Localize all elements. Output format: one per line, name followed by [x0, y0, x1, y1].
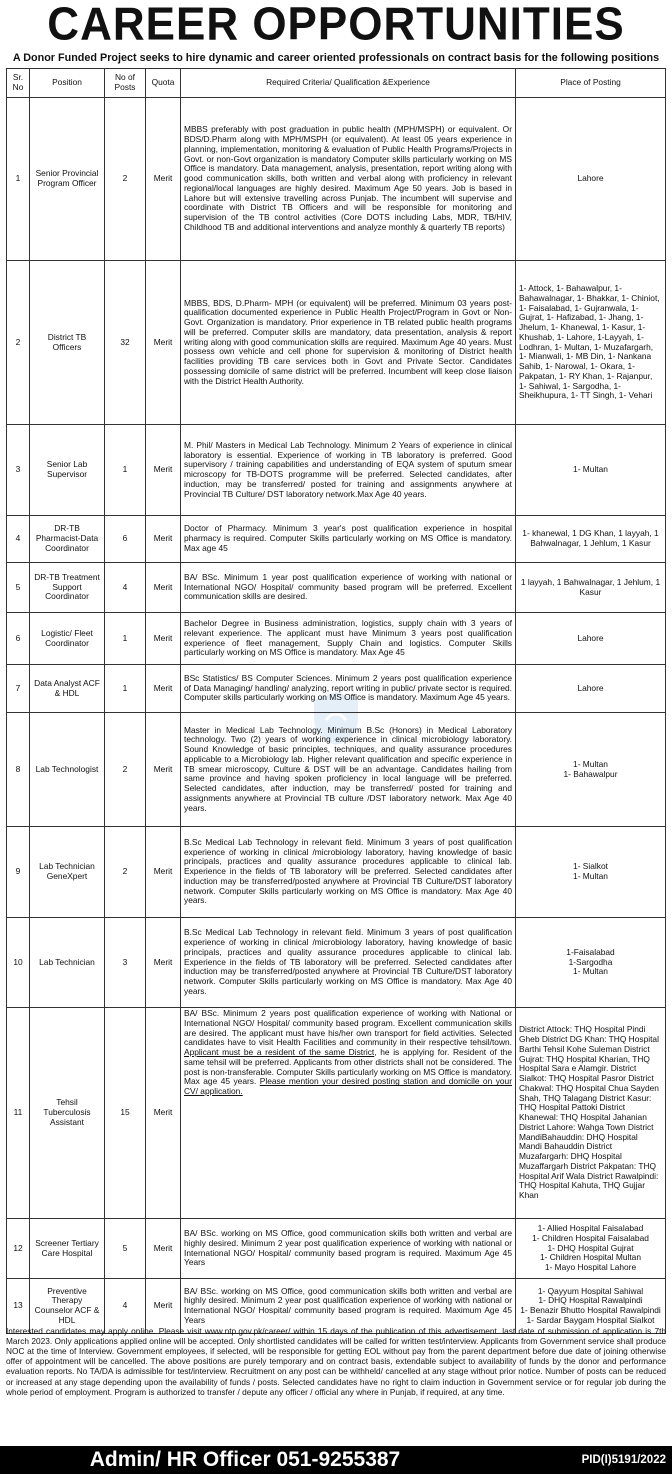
header-sr-no: Sr. No: [7, 69, 30, 98]
row-sr: 3: [7, 425, 30, 516]
row-sr: 6: [7, 613, 30, 665]
pid-number: PID(I)5191/2022: [581, 1454, 666, 1466]
row-place: 1- Multan 1- Bahawalpur: [516, 713, 666, 827]
header-criteria: Required Criteria/ Qualification &Experience: [181, 69, 516, 98]
row-quota: Merit: [146, 425, 181, 516]
row-quota: Merit: [146, 563, 181, 613]
table-row: [7, 613, 666, 665]
row-quota: Merit: [146, 98, 181, 261]
row-position: Data Analyst ACF & HDL: [30, 665, 105, 713]
row-quota: Merit: [146, 827, 181, 918]
row-posts: 4: [105, 1279, 146, 1334]
row-place: 1 layyah, 1 Bahwalnagar, 1 Jehlum, 1 Kasur: [516, 563, 666, 613]
row-position: DR-TB Treatment Support Coordinator: [30, 563, 105, 613]
row-sr: 9: [7, 827, 30, 918]
row-quota: Merit: [146, 1008, 181, 1219]
criteria-underlined-posting-note: Please mention your desired posting station and domicile on your CV/ application.: [184, 1076, 512, 1096]
row-quota: Merit: [146, 665, 181, 713]
row-position: Senior Provincial Program Officer: [30, 98, 105, 261]
row-posts: 1: [105, 425, 146, 516]
table-row: [7, 918, 666, 1008]
row-posts: 4: [105, 563, 146, 613]
row-place: 1- Qayyum Hospital Sahiwal 1- DHQ Hospital Rawalpindi 1- Benazir Bhutto Hospital Rawalpindi 1- Sardar Baygam Hospital Sialkot: [516, 1279, 666, 1334]
table-header-row: [7, 69, 666, 98]
table-row: [7, 827, 666, 918]
row-position: Senior Lab Supervisor: [30, 425, 105, 516]
row-place: 1- Multan: [516, 425, 666, 516]
row-place: Lahore: [516, 665, 666, 713]
row-quota: Merit: [146, 261, 181, 425]
row-position: Tehsil Tuberculosis Assistant: [30, 1008, 105, 1219]
row-criteria: Master in Medical Lab Technology. Minimum B.Sc (Honors) in Medical Laboratory technology. Two (2) years of working experience in clinical microbiology laboratory. Sound Knowledge of basic principles, techniques, and quality assurance procedures applicable to a Microbiology lab. Higher relevant qualification and specific experience in TB smear microscopy, Culture & DST will be an advantage. Candidates hailing from same province and having spoken proficiency in local language will be preferred. Selected candidates, after induction, may be transferred/ posted for training and assignments anywhere at Provincial TB culture /DST laboratory network. Max Age 40 years.: [181, 713, 516, 827]
header-no-of-posts: No of Posts: [105, 69, 146, 98]
row-quota: Merit: [146, 1219, 181, 1279]
table-row: [7, 516, 666, 563]
table-row: [7, 98, 666, 261]
row-criteria: M. Phil/ Masters in Medical Lab Technology. Minimum 2 Years of experience in clinical laboratory is essential. Experience of working in TB laboratory is preferred. Good supervisory / training capabilities and understanding of EQA system of sputum smear microscopy for TB-DOTS programme will be preferred. Selected candidates, after induction, may be transferred/ posted for training and assignments anywhere at Provincial TB Culture/ DST laboratory network.Max Age 40 years.: [181, 425, 516, 516]
header-position: Position: [30, 69, 105, 98]
row-criteria: B.Sc Medical Lab Technology in relevant field. Minimum 3 years of post qualification experience of working in clinical /microbiology laboratory, having knowledge of basic principals, practices and quality assurance procedures applicable to clinical lab. Experience in the fields of TB laboratory will be preferred. Selected candidates after induction may be transferred/posted anywhere at Provincial TB Culture/DST laboratory network. Computer Skills particularly working on MS Office is mandatory. Max Age 40 years.: [181, 918, 516, 1008]
page-subtitle: A Donor Funded Project seeks to hire dynamic and career oriented professionals on contract basis for the following positions: [12, 52, 660, 64]
title-banner: [0, 0, 672, 50]
row-posts: 6: [105, 516, 146, 563]
page-title: CAREER OPPORTUNITIES: [47, 0, 625, 51]
row-criteria: BA/ BSc. Minimum 1 year post qualification experience of working with national or International NGO/ Hospital/ community based program will be preferred. Excellent communication skills are desired.: [181, 563, 516, 613]
row-criteria: B.Sc Medical Lab Technology in relevant field. Minimum 3 years of post qualification experience of working in clinical /microbiology laboratory, having knowledge of basic principals, practices and quality assurance procedures applicable to clinical lab. Experience in the fields of TB laboratory will be preferred. Selected candidates after induction may be transferred/posted anywhere at Provincial TB Culture/DST laboratory network. Computer Skills particularly working on MS Office is mandatory. Max Age 40 years.: [181, 827, 516, 918]
table-row: [7, 1008, 666, 1219]
row-position: DR-TB Pharmacist-Data Coordinator: [30, 516, 105, 563]
row-sr: 2: [7, 261, 30, 425]
row-criteria: BA/ BSc. working on MS Office, good communication skills both written and verbal are highly desired. Minimum 2 year post qualification experience of working with national or International NGO/ Hospital/ community based program is required. Maximum Age 45 Years: [181, 1219, 516, 1279]
row-criteria: MBBS, BDS, D.Pharm- MPH (or equivalent) will be preferred. Minimum 03 years post-qualification documented experience in Public Health Project/Program in Govt or Non-Govt. Organization is mandatory. Prior experience in TB related public health programs will be preferred. Computer skills are mandatory, data presentation, analysis & report writing along with good communication skills are required. Maximum Age 40 years. Must possess own vehicle and cell phone for supervision & monitoring of District health facilities providing TB care services both in Govt and Private Sector. Candidates possessing domicile of same district will be preferred. Incumbent will keep close liaison with the District Health Authority.: [181, 261, 516, 425]
row-sr: 13: [7, 1279, 30, 1334]
row-place: 1- khanewal, 1 DG Khan, 1 layyah, 1 Bahwalnagar, 1 Jehlum, 1 Kasur: [516, 516, 666, 563]
row-place: 1- Sialkot 1- Multan: [516, 827, 666, 918]
footer-bar: [0, 1446, 672, 1474]
row-position: Lab Technician GeneXpert: [30, 827, 105, 918]
row-posts: 1: [105, 613, 146, 665]
row-position: Screener Tertiary Care Hospital: [30, 1219, 105, 1279]
row-place: Lahore: [516, 613, 666, 665]
table-row: [7, 563, 666, 613]
row-sr: 5: [7, 563, 30, 613]
row-criteria: BSc Statistics/ BS Computer Sciences. Minimum 2 years post qualification experience of Data Managing/ handling/ analyzing, report writing in public/ private sector is required. Computer skills particularly working on MS Office is mandatory. Maximum Age 45 years.: [181, 665, 516, 713]
row-place: District Attock: THQ Hospital Pindi Gheb District DG Khan: THQ Hospital Barthi Tehsil Kohe Suleman District Gujrat: THQ Hospital Kharian, THQ Hospital Sara e Alamgir. District Sialkot: THQ Hospital Pasror District Chakwal: THQ Hospital Chua Sayden Shah, THQ Talagang District Kasur: THQ Hospital Pattoki District Khanewal: THQ Hospital Jahanian District Lahore: Wahga Town District MandiBahauddin: DHQ Hospital Mandi Bahauddin District Muzafargarh: DHQ Hospital Muzaffargarh District Pakpatan: THQ Hospital Arif Wala District Rawalpindi: THQ Hospital Kahuta, THQ Gujjar Khan: [516, 1008, 666, 1219]
row-posts: 15: [105, 1008, 146, 1219]
table-row: [7, 425, 666, 516]
header-quota: Quota: [146, 69, 181, 98]
row-quota: Merit: [146, 713, 181, 827]
positions-table: [6, 68, 666, 1334]
table-row: [7, 713, 666, 827]
row-sr: 12: [7, 1219, 30, 1279]
row-place: 1- Attock, 1- Bahawalpur, 1- Bahawalnagar, 1- Bhakkar, 1- Chiniot, 1- Faisalabad, 1- Gujranwala, 1- Gujrat, 1- Hafizabad, 1- Jhang, 1- Jhelum, 1- Khanewal, 1- Kasur, 1- Khushab, 1- Lahore, 1-Layyah, 1- Lodhran, 1- Multan, 1- Muzafargarh, 1- Mianwali, 1- MB Din, 1- Nankana Sahib, 1- Narowal, 1- Okara, 1- Pakpatan, 1- RY Khan, 1- Rajanpur, 1- Sahiwal, 1- Sargodha, 1- Sheikhupura, 1- TT Singh, 1- Vehari: [516, 261, 666, 425]
row-posts: 2: [105, 98, 146, 261]
row-position: Lab Technologist: [30, 713, 105, 827]
row-sr: 8: [7, 713, 30, 827]
row-quota: Merit: [146, 516, 181, 563]
row-criteria: MBBS preferably with post graduation in public health (MPH/MSPH) or equivalent. Or BDS/D.Pharm along with MPH/MSPH (or equivalent). At least 05 years experience in planning, implementation, monitoring & evaluation of Public Health Programs/Projects in Govt. or non-Govt organization is mandatory Computer skills particularly working on MS Office is mandatory. Data management, analysis, presentation, report writing along with good communication skills, both written and verbal along with proficiency in relevant regional/local languages are highly desired. Maximum Age 50 years. Job is based in Lahore but will extensive travelling across Punjab. The incumbent will supervise and coordinate with District TB Officers and will be responsible for monitoring and supervision of the TB control activities (Core DOTS including Labs, MDR, TB/HIV, Childhood TB and additional interventions and analyze monthly & quarterly TB reports): [181, 98, 516, 261]
table-row: [7, 1219, 666, 1279]
row-criteria: Bachelor Degree in Business administration, logistics, supply chain with 3 years of relevant experience. The applicant must have Minimum 3 years post qualification experience of fleet management, Supply Chain and logistics. Computer Skills particularly working on MS Office is mandatory. Max Age 45: [181, 613, 516, 665]
row-sr: 4: [7, 516, 30, 563]
row-posts: 1: [105, 665, 146, 713]
row-quota: Merit: [146, 1279, 181, 1334]
row-posts: 3: [105, 918, 146, 1008]
row-sr: 7: [7, 665, 30, 713]
row-quota: Merit: [146, 613, 181, 665]
row-criteria: Doctor of Pharmacy. Minimum 3 year's post qualification experience in hospital pharmacy is required. Computer Skills particularly working on MS Office is mandatory. Max age 45: [181, 516, 516, 563]
header-place-of-posting: Place of Posting: [516, 69, 666, 98]
row-criteria: BA/ BSc. working on MS Office, good communication skills both written and verbal are highly desired. Minimum 2 year post qualification experience of working with national or International NGO/ Hospital/ community based program is required. Maximum Age 45 Years: [181, 1279, 516, 1334]
criteria-text-part: , he is applying for. Resident of the same tehsil will be preferred. Applicants from other districts shall not be considered. The post is non-transferable. Computer Skills particularly working on MS Office is mandatory. Max age 45 years.: [184, 1047, 512, 1087]
table-row: [7, 261, 666, 425]
contact-info: Admin/ HR Officer 051-9255387: [89, 1448, 401, 1471]
row-sr: 10: [7, 918, 30, 1008]
row-posts: 32: [105, 261, 146, 425]
criteria-underlined-residency: Applicant must be a resident of the same District: [184, 1047, 375, 1057]
row-place: 1-Faisalabad 1-Sargodha 1- Multan: [516, 918, 666, 1008]
application-notes: Interested candidates may apply online. Please visit www.ntp.gov.pk/career/ within 15 days of the publication of this advertisement. last date of submission of application is 7th March 2023. Only applications applied online will be accepted. Only shortlisted candidates will be called for written test/interview. Applicants from Government service shall produce NOC at the time of Interview. Government employees, if selected, will be responsible for getting EOL without pay from the parent department before due date of joining otherwise offer of appointment will be cancelled. The above positions are purely temporary and on contract basis, extendable subject to availability of funds by the donor and performance evaluation reports. No TA/DA is admissible for test/interview. Recruitment on any post can be withheld/ cancelled at any stage without prior notice. Number of posts can be reduced or increased at any stage depending upon the availability of funds / posts. Selected candidates have no right to claim induction in Government service or for regular job during the whole period of employment. Program is authorized to transfer / depute any officer / official any where in Punjab, if required, at any time.: [6, 1326, 666, 1397]
row-position: District TB Officers: [30, 261, 105, 425]
row-position: Lab Technician: [30, 918, 105, 1008]
row-place: Lahore: [516, 98, 666, 261]
row-quota: Merit: [146, 918, 181, 1008]
row-posts: 2: [105, 713, 146, 827]
row-position: Preventive Therapy Counselor ACF & HDL: [30, 1279, 105, 1334]
row-criteria: [181, 1008, 516, 1219]
row-posts: 5: [105, 1219, 146, 1279]
criteria-text-part: BA/ BSc. Minimum 2 years post qualification experience of working with National or International NGO/ Hospital/ community based program. Excellent communication skills are desired. The applicant must have his/her own transport for field activities. Selected candidates have to visit Health Facilities and community in their respective tehsil/town.: [184, 1008, 512, 1048]
row-sr: 11: [7, 1008, 30, 1219]
row-position: Logistic/ Fleet Coordinator: [30, 613, 105, 665]
table-row: [7, 665, 666, 713]
row-posts: 2: [105, 827, 146, 918]
row-sr: 1: [7, 98, 30, 261]
row-place: 1- Allied Hospital Faisalabad 1- Children Hospital Faisalabad 1- DHQ Hospital Gujrat 1- Children Hospital Multan 1- Mayo Hospital Lahore: [516, 1219, 666, 1279]
